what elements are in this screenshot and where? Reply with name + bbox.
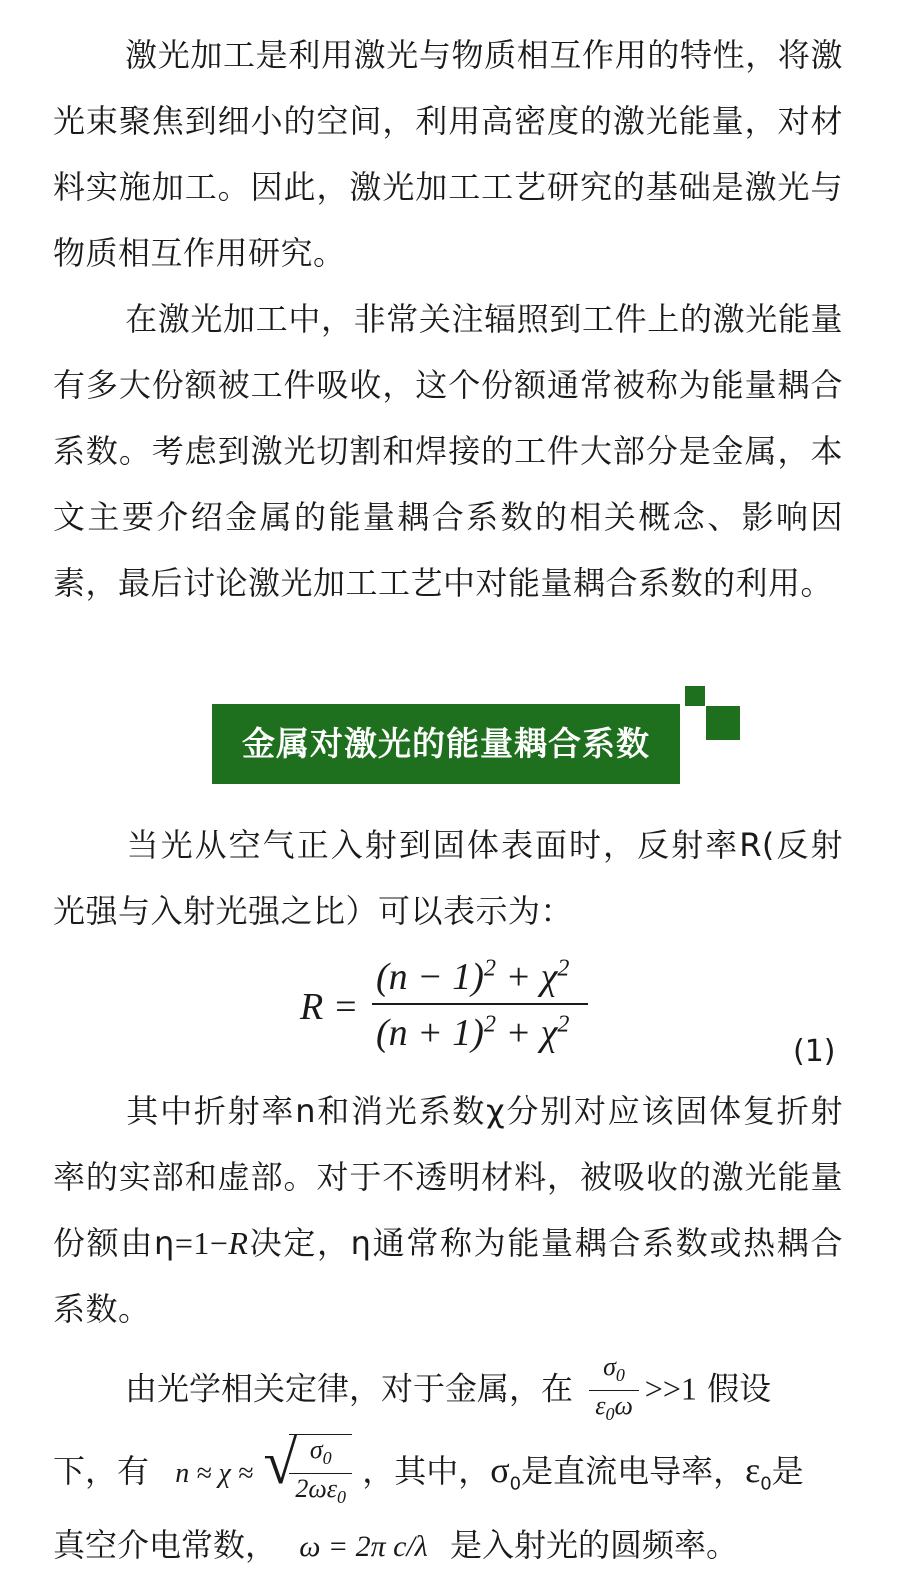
equation-number: (1) [793, 1034, 836, 1069]
angular-frequency-expression: ω = 2π c/λ [299, 1530, 428, 1563]
section-heading-block [212, 686, 742, 786]
reflectance-paragraph-text: 当光从空气正入射到固体表面时，反射率R(反射光强与入射光强之比）可以表示为： [53, 826, 843, 930]
metal-law-line-1: 由光学相关定律，对于金属，在 $\frac{\sigma_0}{\varepsilon_0\omega}$ >>1 假设 [125, 1352, 771, 1429]
section-heading: 金属对激光的能量耦合系数 [212, 704, 680, 784]
intro-paragraph-text: 激光加工是利用激光与物质相互作用的特性，将激光束聚焦到细小的空间，利用高密度的激光能量，对材料实施加工。因此，激光加工工艺研究的基础是激光与物质相互作用研究。 [53, 36, 843, 272]
square-root-expression: √ $\frac{\sigma_0}{2\omega\varepsilon_0}$ [263, 1434, 352, 1512]
equation-numerator: $(n - 1)^2 + \chi^2$ [376, 955, 570, 998]
sigma-symbol: σ [490, 1450, 510, 1491]
metal-law-line-2: 下，有 n ≈ χ ≈ √ $\frac{\sigma_0}{2\omega\varepsilon_0}$ ，其中，$\sigma_0$是直流电导率，$\varepsilon_0$是 [53, 1434, 804, 1518]
heading-decoration-small-square [685, 686, 705, 706]
equation-denominator: $(n + 1)^2 + \chi^2$ [376, 1011, 570, 1054]
coupling-paragraph-text: 在激光加工中，非常关注辐照到工件上的激光能量有多大份额被工件吸收，这个份额通常被称为能量耦合系数。考虑到激光切割和焊接的工件大部分是金属，本文主要介绍金属的能量耦合系数的相关概念、影响因素，最后讨论激光加工工艺中对能量耦合系数的利用。 [53, 300, 843, 602]
coupling-paragraph [53, 286, 843, 616]
heading-decoration-large-square [706, 706, 740, 740]
condition-fraction: $\frac{\sigma_0}{\varepsilon_0\omega}$ [589, 1352, 639, 1429]
reflectance-equation [300, 955, 610, 1065]
metal-law-line-3: 真空介电常数， ω = 2π c/λ 是入射光的圆频率。 [53, 1526, 738, 1564]
equation-lhs: R = [300, 986, 359, 1028]
fraction-bar [372, 1003, 588, 1005]
epsilon-symbol: ε [745, 1450, 761, 1491]
absorption-paragraph: 其中折射率n和消光系数χ分别对应该固体复折射率的实部和虚部。对于不透明材料，被吸收的激光能量份额由η=1−R决定，η通常称为能量耦合系数或热耦合系数。 [53, 1092, 843, 1328]
equation-fraction [372, 955, 588, 1055]
intro-paragraph [53, 22, 843, 286]
reflectance-paragraph [53, 812, 843, 944]
